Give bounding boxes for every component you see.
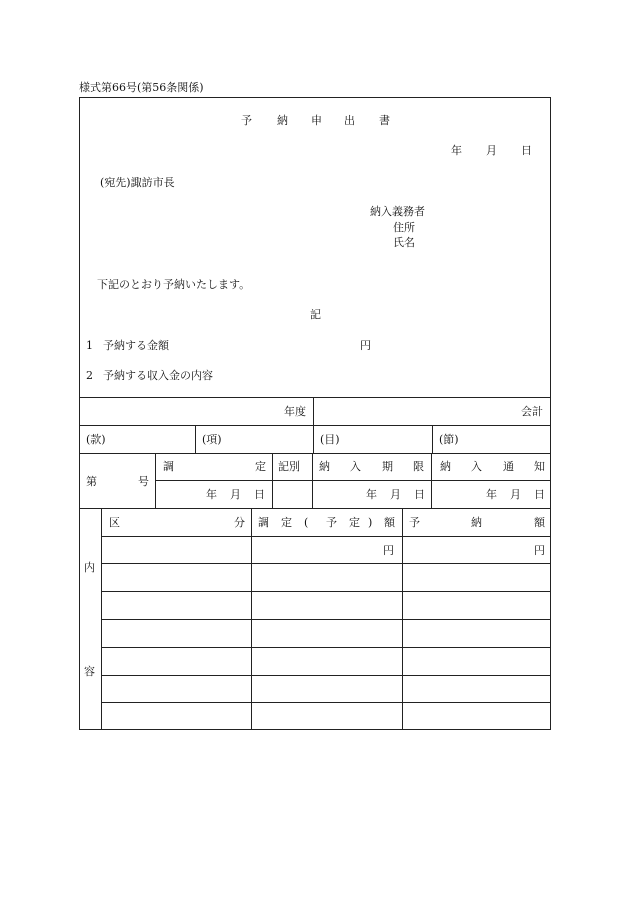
kigen-char: 入	[350, 460, 361, 473]
tsuchi-char: 入	[471, 460, 482, 473]
yonou-yen-unit: 円	[534, 544, 545, 557]
rule	[101, 619, 551, 620]
addressee: (宛先)諏訪市長	[100, 176, 175, 189]
tsuchi-date-month: 月	[510, 488, 521, 501]
rule	[101, 647, 551, 648]
chotei-header-char: 予	[326, 516, 337, 529]
kigen-date-year: 年	[366, 488, 377, 501]
chotei-header-char: 額	[384, 516, 395, 529]
chotei-char: 調	[163, 460, 174, 473]
item-label: 予納する収入金の内容	[103, 369, 213, 382]
item-number: 1	[86, 339, 93, 352]
moku-label: (目)	[320, 433, 340, 446]
statement: 下記のとおり予納いたします。	[97, 278, 251, 291]
detail-side-bottom: 容	[84, 665, 95, 678]
title-char: 書	[379, 114, 390, 127]
setsu-label: (節)	[439, 433, 459, 446]
form-number: 様式第66号(第56条関係)	[79, 81, 204, 94]
kigen-char: 期	[382, 460, 393, 473]
tsuchi-date-day: 日	[534, 488, 545, 501]
kigen-char: 限	[413, 460, 424, 473]
payer-name-label: 氏名	[393, 236, 415, 249]
item-number: 2	[86, 369, 93, 382]
date-month: 月	[486, 144, 497, 157]
rule	[101, 675, 551, 676]
chotei-char: 定	[255, 460, 266, 473]
yonou-header-char: 納	[471, 516, 482, 529]
title-char: 申	[311, 114, 322, 127]
title-char: 予	[241, 114, 252, 127]
fiscal-year-label: 年度	[284, 405, 306, 418]
ki-label: 記	[310, 308, 321, 321]
rule	[313, 425, 314, 453]
rule	[313, 397, 314, 425]
yen-unit: 円	[360, 339, 371, 352]
kibetsu-label: 記別	[278, 460, 300, 473]
chotei-header-char: )	[368, 516, 373, 529]
chotei-header-char: 定	[281, 516, 292, 529]
chotei-date-day: 日	[254, 488, 265, 501]
kubun-char: 区	[109, 516, 120, 529]
rule	[79, 425, 551, 426]
kigen-date-day: 日	[414, 488, 425, 501]
number-gou: 号	[138, 475, 149, 488]
title-char: 出	[344, 114, 355, 127]
date-day: 日	[521, 144, 532, 157]
yonou-header-char: 額	[534, 516, 545, 529]
rule	[155, 480, 551, 481]
tsuchi-char: 通	[503, 460, 514, 473]
kigen-date-month: 月	[390, 488, 401, 501]
chotei-date-year: 年	[206, 488, 217, 501]
form-frame	[79, 97, 551, 730]
payer-address-label: 住所	[393, 221, 415, 234]
kubun-char: 分	[234, 516, 245, 529]
rule	[101, 591, 551, 592]
chotei-date-month: 月	[230, 488, 241, 501]
chotei-header-char: 定	[349, 516, 360, 529]
detail-side-top: 内	[84, 561, 95, 574]
tsuchi-char: 知	[534, 460, 545, 473]
chotei-yen-unit: 円	[383, 544, 394, 557]
tsuchi-char: 納	[440, 460, 451, 473]
chotei-header-char: 調	[258, 516, 269, 529]
yonou-header-char: 予	[409, 516, 420, 529]
chotei-header-char: (	[304, 516, 309, 529]
rule	[79, 397, 551, 398]
date-year: 年	[451, 144, 462, 157]
item-label: 予納する金額	[103, 339, 169, 352]
number-dai: 第	[86, 475, 97, 488]
title-char: 納	[277, 114, 288, 127]
rule	[101, 536, 551, 537]
rule	[195, 425, 196, 453]
rule	[101, 563, 551, 564]
rule	[79, 453, 551, 454]
rule	[79, 508, 551, 509]
rule	[432, 425, 433, 453]
tsuchi-date-year: 年	[486, 488, 497, 501]
kou-label: (項)	[202, 433, 222, 446]
account-label: 会計	[521, 405, 543, 418]
payer-label: 納入義務者	[370, 205, 425, 218]
kan-label: (款)	[86, 433, 106, 446]
kigen-char: 納	[319, 460, 330, 473]
rule	[101, 702, 551, 703]
